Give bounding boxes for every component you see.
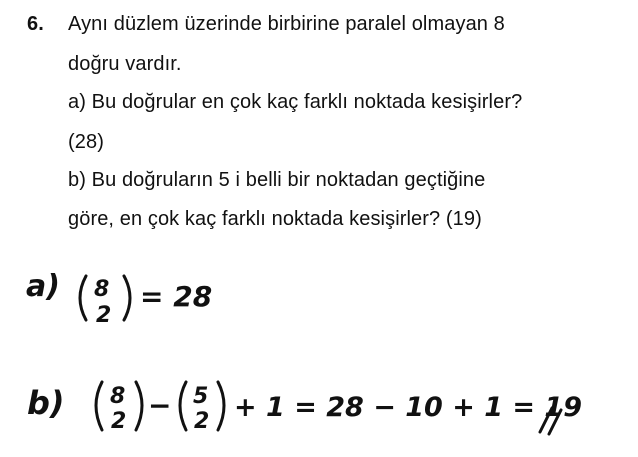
hw-a-left-paren xyxy=(80,276,86,320)
hw-b-binom1-top: 8 xyxy=(110,384,126,409)
hw-b-rest: + 1 = 28 − 10 + 1 = 19 xyxy=(234,392,583,423)
hw-b-binom1-right-paren xyxy=(136,382,142,430)
hw-b-minus: − xyxy=(148,389,172,422)
hw-a-label: a) xyxy=(26,269,60,304)
hw-b-binom2-bottom: 2 xyxy=(194,409,210,434)
part-b-question-line-2: göre, en çok kaç farklı noktada kesişirler? (19) xyxy=(68,208,482,230)
question-line-1: Aynı düzlem üzerinde birbirine paralel olmayan 8 xyxy=(68,13,505,35)
part-a-question: a) Bu doğrular en çok kaç farklı noktada kesişirler? xyxy=(68,91,523,113)
hw-a-right-paren xyxy=(124,276,130,320)
question-number: 6. xyxy=(27,13,44,35)
hw-b-binom1-left-paren xyxy=(96,382,102,430)
hw-b-binom2-left-paren xyxy=(180,382,186,430)
hw-a-result: = 28 xyxy=(140,280,213,313)
handwritten-part-b xyxy=(27,382,582,434)
hw-b-binom2-top: 5 xyxy=(193,384,209,409)
part-b-question-line-1: b) Bu doğruların 5 i belli bir noktadan geçtiğine xyxy=(68,169,486,191)
hw-b-binom2-right-paren xyxy=(218,382,224,430)
hw-a-binom-bottom: 2 xyxy=(96,303,112,328)
question-line-2: doğru vardır. xyxy=(68,53,182,75)
hw-b-label: b) xyxy=(27,384,65,422)
hw-a-binom-top: 8 xyxy=(94,277,110,302)
part-a-answer: (28) xyxy=(68,131,104,153)
handwritten-part-a xyxy=(26,269,212,328)
hw-b-binom1-bottom: 2 xyxy=(111,409,127,434)
